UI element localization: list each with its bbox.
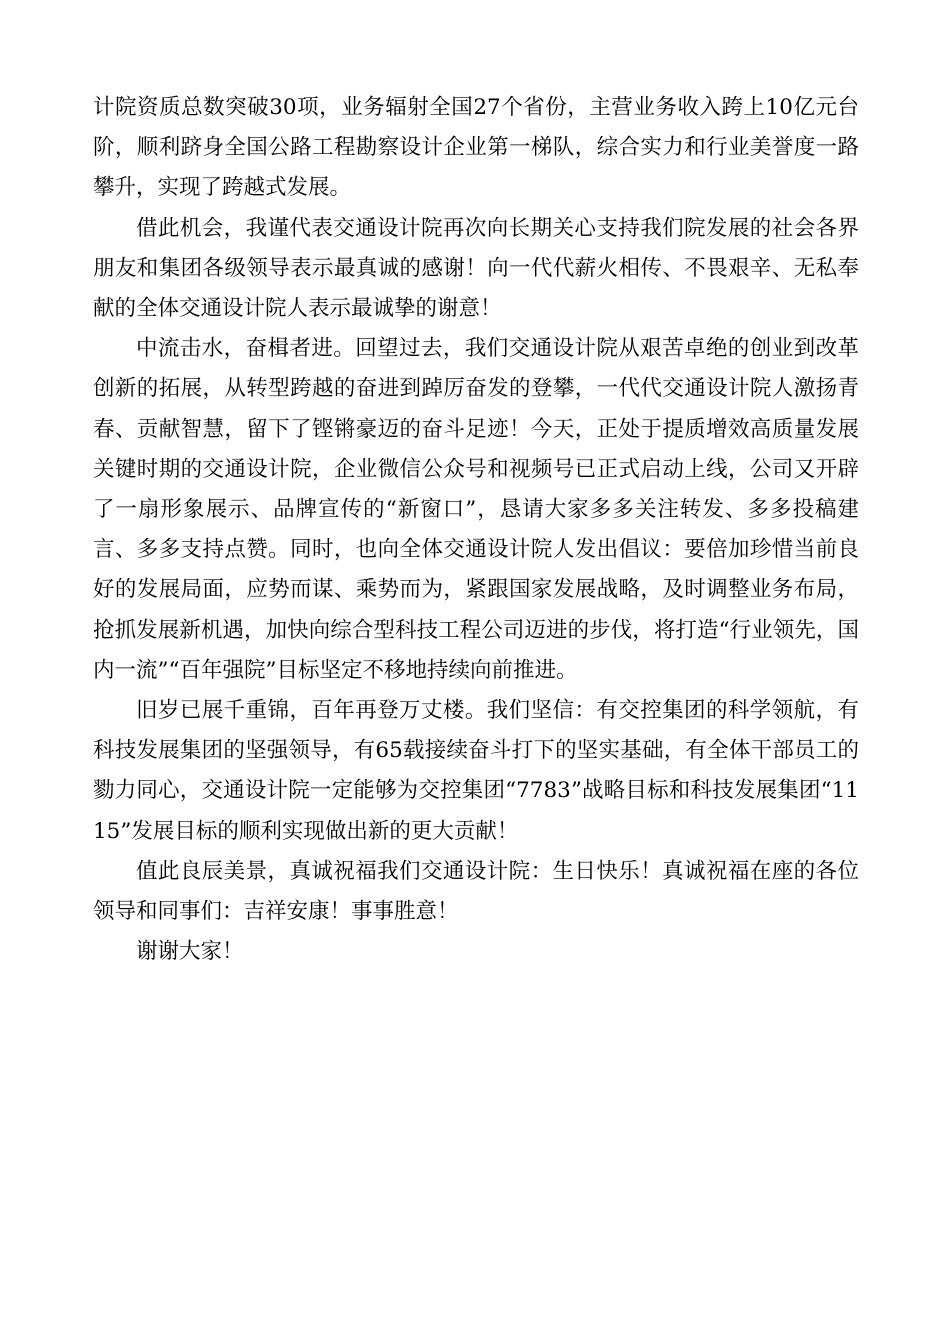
paragraph-6: 谢谢大家！ <box>136 939 244 965</box>
document-body <box>93 88 859 972</box>
paragraph-5: 值此良辰美景，真诚祝福我们交通设计院：生日快乐！真诚祝福在座的各位领导和同事们：吉祥安康！事事胜意！ <box>93 858 859 925</box>
paragraph-2: 借此机会，我谨代表交通设计院再次向长期关心支持我们院发展的社会各界朋友和集团各级领导表示最真诚的感谢！向一代代薪火相传、不畏艰辛、无私奉献的全体交通设计院人表示最诚挚的谢意！ <box>93 215 859 322</box>
paragraph-1: 计院资质总数突破30项，业务辐射全国27个省份，主营业务收入跨上10亿元台阶，顺利跻身全国公路工程勘察设计企业第一梯队，综合实力和行业美誉度一路攀升，实现了跨越式发展。 <box>93 95 859 201</box>
paragraph-4: 旧岁已展千重锦，百年再登万丈楼。我们坚信：有交控集团的科学领航，有科技发展集团的坚强领导，有65载接续奋斗打下的坚实基础，有全体干部员工的勠力同心，交通设计院一定能够为交控集团“7783”战略目标和科技发展集团“1115”发展目标的顺利实现做出新的更大贡献！ <box>93 698 859 844</box>
paragraph-3: 中流击水，奋楫者进。回望过去，我们交通设计院从艰苦卓绝的创业到改革创新的拓展，从转型跨越的奋进到踔厉奋发的登攀，一代代交通设计院人激扬青春、贡献智慧，留下了铿锵豪迈的奋斗足迹！今天，正处于提质增效高质量发展关键时期的交通设计院，企业微信公众号和视频号已正式启动上线，公司又开辟了一扇形象展示、品牌宣传的“新窗口”，恳请大家多多关注转发、多多投稿建言、多多支持点赞。同时，也向全体交通设计院人发出倡议：要倍加珍惜当前良好的发展局面，应势而谋、乘势而为，紧跟国家发展战略，及时调整业务布局，抢抓发展新机遇，加快向综合型科技工程公司迈进的步伐，将打造“行业领先，国内一流”“百年强院”目标坚定不移地持续向前推进。 <box>93 336 859 683</box>
